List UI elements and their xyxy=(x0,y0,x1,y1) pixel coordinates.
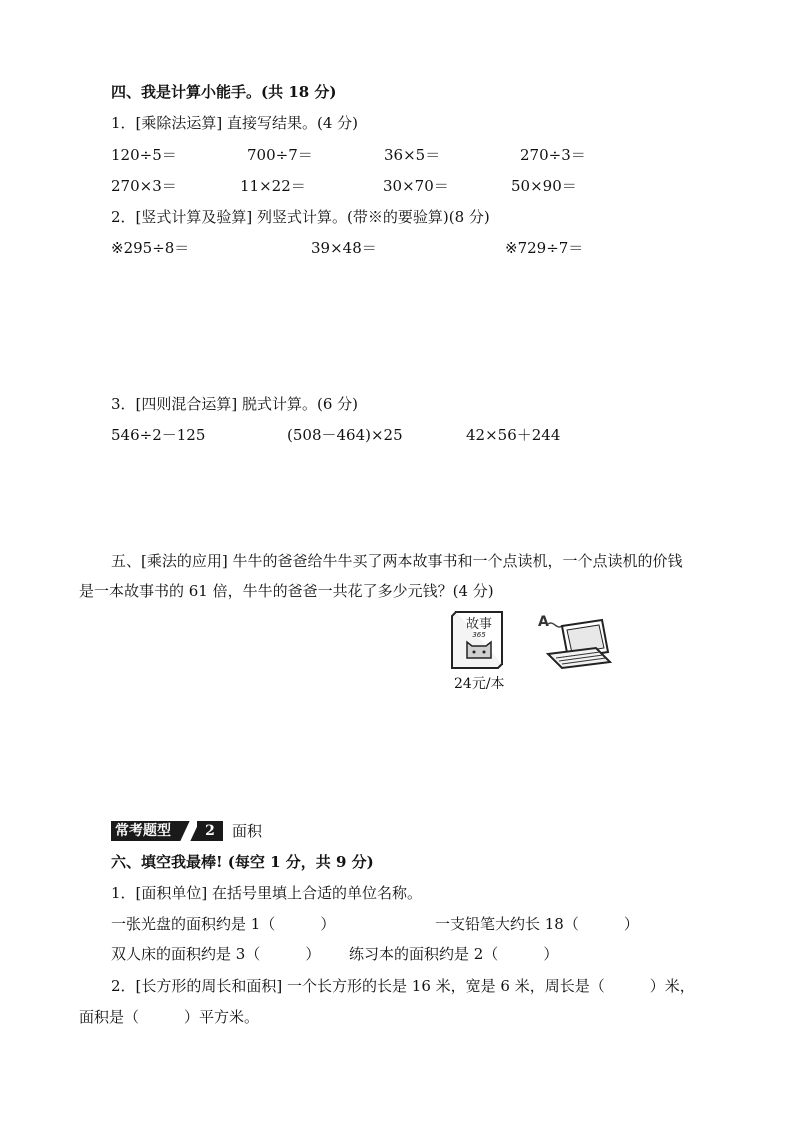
q3-item-2: (508－464)×25 xyxy=(287,426,403,444)
section5-line1: 五、[乘法的应用] 牛牛的爸爸给牛牛买了两本故事书和一个点读机，一个点读机的价钱 xyxy=(111,552,683,570)
s6-q2-line2: 面积是（ ）平方米。 xyxy=(79,1008,260,1026)
story-book-icon xyxy=(446,610,508,672)
book-price-label: 24元/本 xyxy=(454,676,505,692)
q1-item-8: 50×90＝ xyxy=(511,177,577,195)
section5-line2: 是一本故事书的 61 倍，牛牛的爸爸一共花了多少元钱？(4 分) xyxy=(79,582,494,600)
badge-topic: 面积 xyxy=(232,822,263,840)
s6-q1-item-4: 练习本的面积约是 2（ ） xyxy=(349,945,559,963)
s6-q1-item-1: 一张光盘的面积约是 1（ ） xyxy=(111,915,336,933)
s6-q1-heading: 1．[面积单位] 在括号里填上合适的单位名称。 xyxy=(111,884,423,902)
q1-item-6: 11×22＝ xyxy=(240,177,306,195)
s6-q1-item-2: 一支铅笔大约长 18（ ） xyxy=(435,915,639,933)
q3-item-1: 546÷2－125 xyxy=(111,426,206,444)
q1-item-7: 30×70＝ xyxy=(383,177,449,195)
q3-item-3: 42×56＋244 xyxy=(466,426,561,444)
q1-item-1: 120÷5＝ xyxy=(111,146,177,164)
q1-item-3: 36×5＝ xyxy=(384,146,441,164)
q2-heading: 2．[竖式计算及验算] 列竖式计算。(带※的要验算)(8 分) xyxy=(111,208,490,226)
section4-title: 四、我是计算小能手。(共 18 分) xyxy=(111,83,337,101)
q1-item-4: 270÷3＝ xyxy=(520,146,586,164)
section6-title: 六、填空我最棒! (每空 1 分，共 9 分) xyxy=(111,853,374,871)
reader-device-icon xyxy=(534,610,616,672)
q1-item-2: 700÷7＝ xyxy=(247,146,313,164)
badge-label: 常考题型 xyxy=(115,823,171,839)
q1-item-5: 270×3＝ xyxy=(111,177,177,195)
q1-heading: 1．[乘除法运算] 直接写结果。(4 分) xyxy=(111,114,359,132)
device-letter: A xyxy=(538,614,549,630)
q3-heading: 3．[四则混合运算] 脱式计算。(6 分) xyxy=(111,395,359,413)
s6-q1-item-3: 双人床的面积约是 3（ ） xyxy=(111,945,321,963)
q2-item-2: 39×48＝ xyxy=(311,239,377,257)
topic-badge xyxy=(111,821,223,841)
book-cover-number: 365 xyxy=(472,631,486,639)
badge-number: 2 xyxy=(197,821,223,841)
s6-q2-line1: 2．[长方形的周长和面积] 一个长方形的长是 16 米，宽是 6 米，周长是（ ）米， xyxy=(111,977,695,995)
q2-item-3: ※729÷7＝ xyxy=(505,239,584,257)
q2-item-1: ※295÷8＝ xyxy=(111,239,190,257)
book-cover-title: 故事 xyxy=(465,617,493,632)
